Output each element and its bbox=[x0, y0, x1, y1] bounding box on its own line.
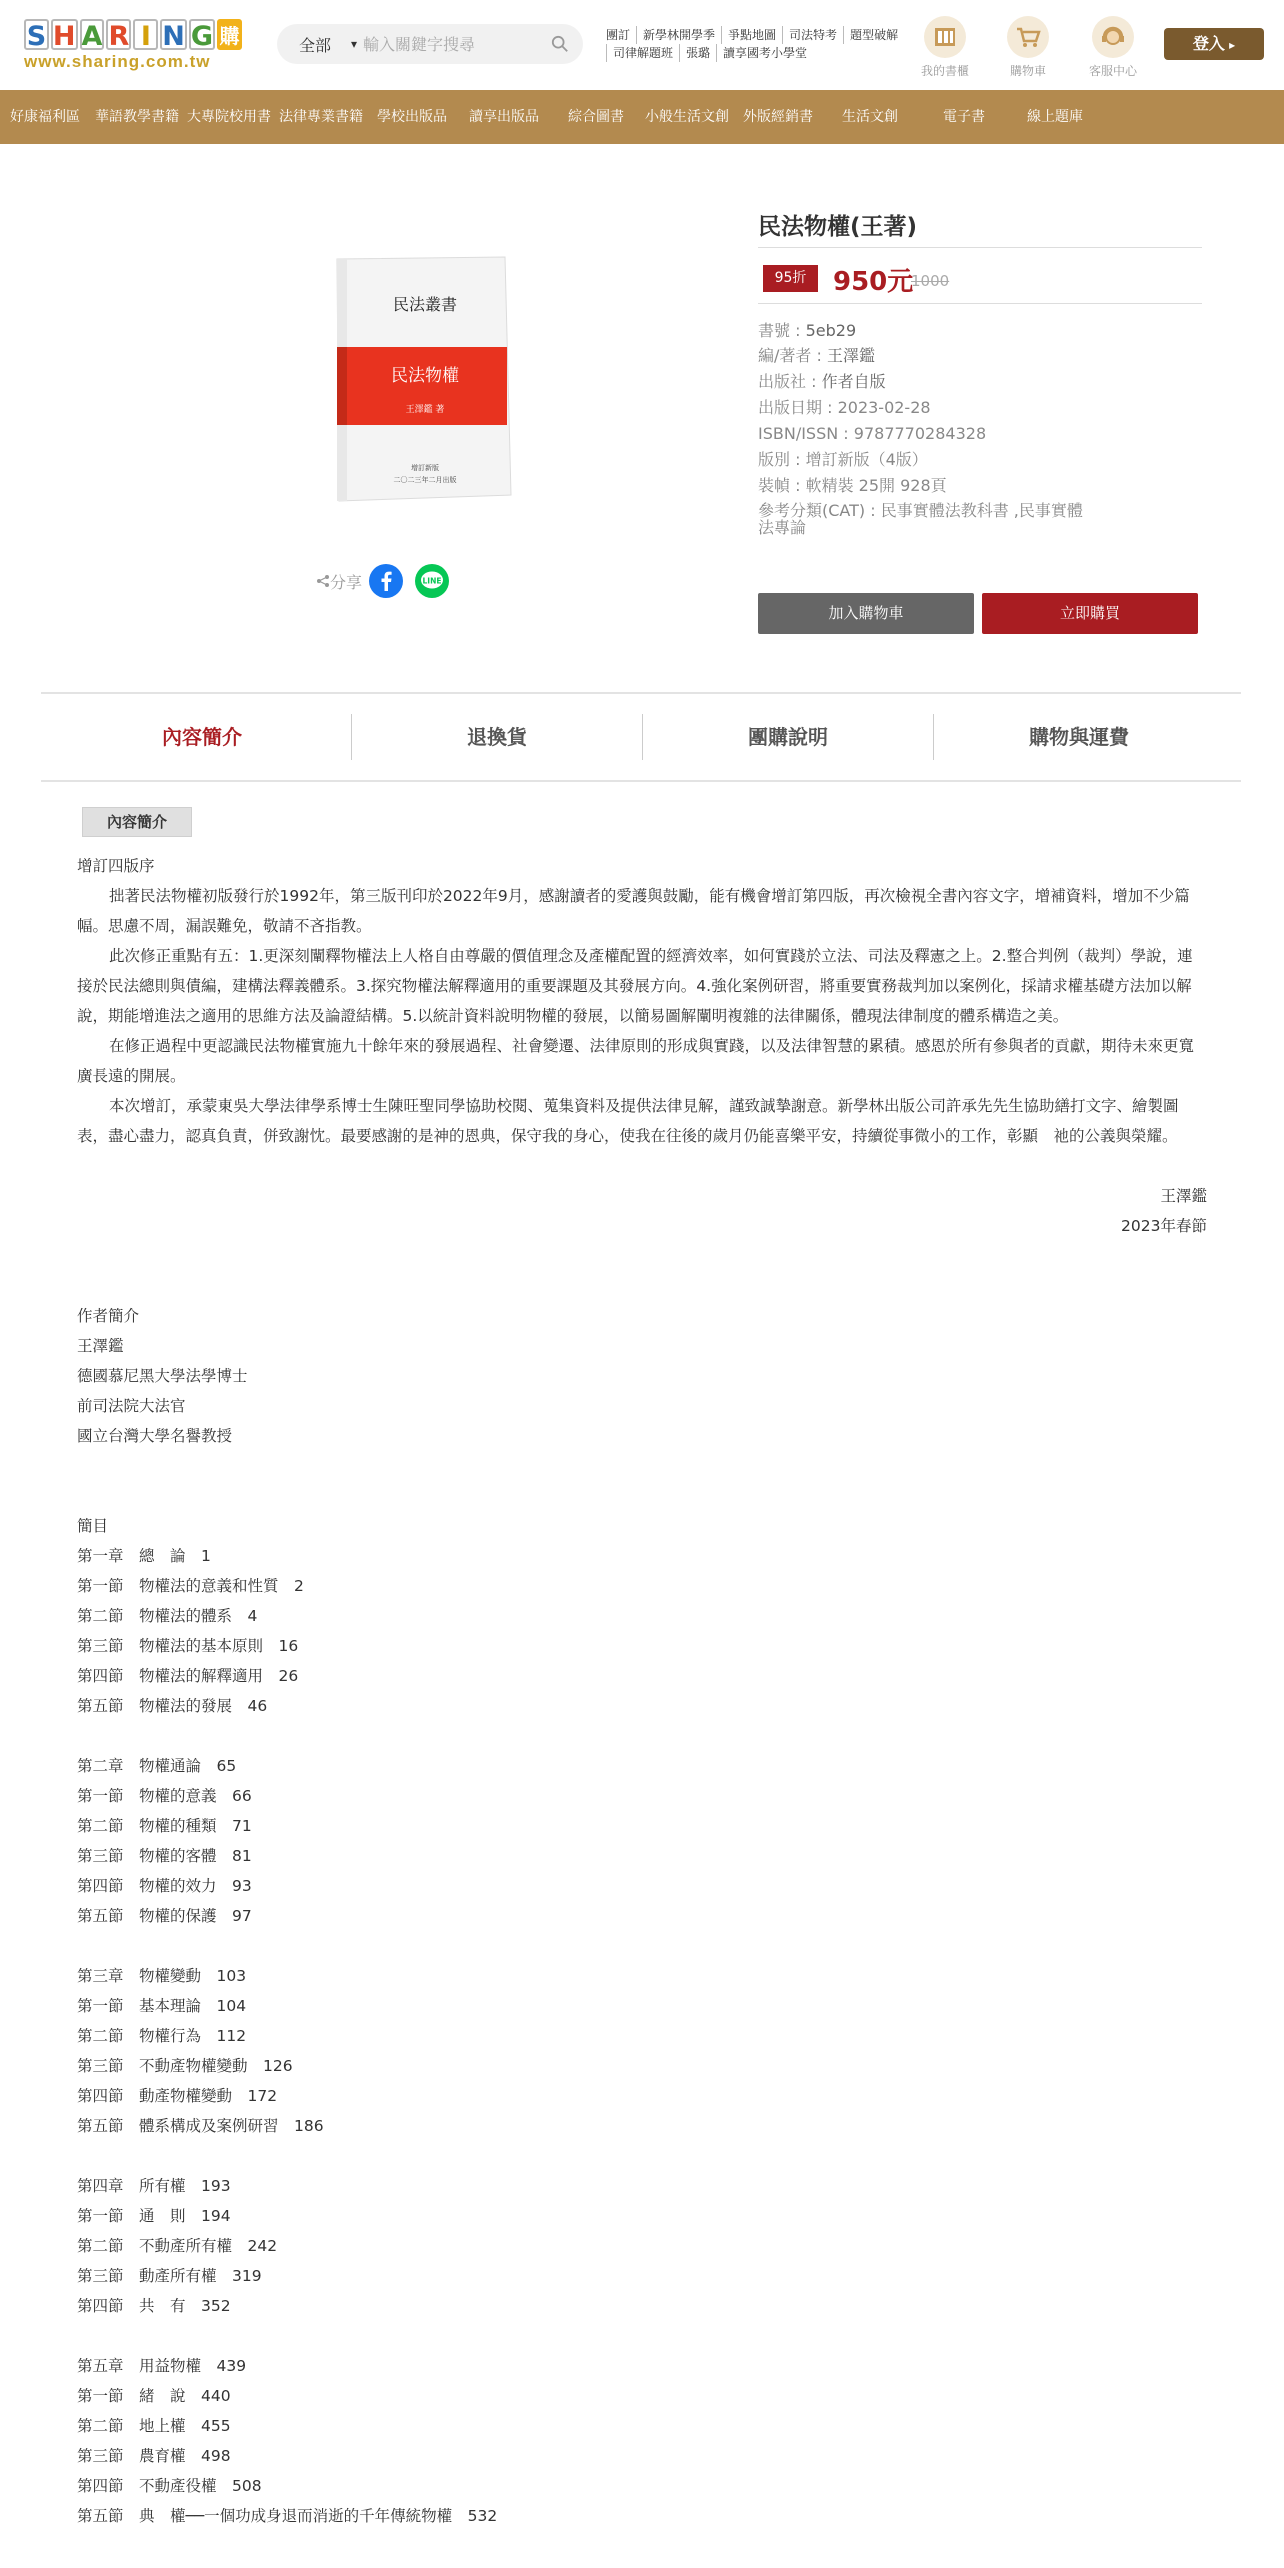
section-label: 內容簡介 bbox=[82, 807, 192, 837]
toc-section: 第三節 物權的客體 81 bbox=[77, 1847, 252, 1865]
toc-section: 第二節 物權行為 112 bbox=[77, 2027, 247, 2045]
nav-item[interactable]: 外版經銷書 bbox=[743, 109, 813, 125]
quick-link[interactable]: 題型破解 bbox=[843, 26, 904, 44]
author-intro-line: 國立台灣大學名譽教授 bbox=[77, 1427, 233, 1445]
toc-section: 第一節 基本理論 104 bbox=[77, 1997, 247, 2015]
quick-link[interactable]: 爭點地圖 bbox=[721, 26, 782, 44]
book-title: 民法物權 bbox=[391, 366, 459, 386]
preface-paragraph: 本次增訂，承蒙東吳大學法律學系博士生陳旺聖同學協助校閱、蒐集資料及提供法律見解，謹致誠摯謝意。新學林出版公司許承先先生協助繕打文字、繪製圖表，盡心盡力，認真負責，併致謝忱。最要感謝的是神的恩典，保守我的身心，使我在往後的歲月仍能喜樂平安，持續從事微小的工作，彰顯 祂的公義與榮耀。 bbox=[77, 1097, 1179, 1145]
toc-section: 第五節 體系構成及案例研習 186 bbox=[77, 2117, 324, 2135]
bookshelf-icon bbox=[924, 16, 966, 58]
nav-item[interactable]: 華語教學書籍 bbox=[95, 109, 179, 125]
nav-item[interactable]: 大專院校用書 bbox=[187, 109, 271, 125]
spacer bbox=[77, 1721, 1207, 1751]
quick-links bbox=[606, 26, 906, 62]
toc-section: 第四節 共 有 352 bbox=[77, 2297, 231, 2315]
buy-now-button[interactable]: 立即購買 bbox=[982, 593, 1198, 634]
nav-item[interactable]: 小般生活文創 bbox=[645, 109, 729, 125]
book-author: 王澤鑑 著 bbox=[405, 405, 445, 415]
spacer bbox=[77, 2321, 1207, 2351]
signature: 王澤鑑 bbox=[1160, 1187, 1207, 1205]
site-logo[interactable] bbox=[24, 18, 244, 70]
nav-item[interactable]: 學校出版品 bbox=[377, 109, 447, 125]
toc-section: 第三節 動產所有權 319 bbox=[77, 2267, 262, 2285]
quick-link[interactable]: 司法特考 bbox=[782, 26, 843, 44]
bookshelf-label: 我的書櫃 bbox=[920, 64, 969, 78]
detail-category: 參考分類(CAT) : 民事實體法教科書 ,民事實體法專論 bbox=[758, 501, 1083, 537]
tab-shipping[interactable]: 購物與運費 bbox=[1029, 725, 1129, 749]
toc-section: 第一節 緒 說 440 bbox=[77, 2387, 231, 2405]
quick-links-row2 bbox=[606, 44, 906, 62]
search-category-select[interactable]: 全部 bbox=[299, 35, 332, 55]
spacer bbox=[77, 1271, 1207, 1301]
search-icon[interactable] bbox=[551, 35, 569, 53]
discount-badge: 95折 bbox=[763, 265, 818, 292]
toc-chapter: 第三章 物權變動 103 bbox=[77, 1967, 247, 1985]
book-cover-image[interactable] bbox=[325, 255, 515, 503]
login-label: 登入 bbox=[1192, 34, 1225, 53]
detail-book-id: 書號 : 5eb29 bbox=[758, 321, 857, 340]
publisher-link[interactable]: 作者自版 bbox=[821, 372, 886, 391]
bookshelf-link[interactable] bbox=[913, 16, 977, 79]
login-button[interactable] bbox=[1164, 28, 1264, 60]
info-tabs bbox=[41, 692, 1241, 782]
table-of-contents bbox=[77, 1541, 1207, 2531]
quick-link[interactable]: 張璐 bbox=[679, 44, 716, 62]
tab-returns[interactable]: 退換貨 bbox=[467, 725, 527, 749]
quick-link[interactable]: 讀享國考小學堂 bbox=[716, 44, 813, 62]
quick-link[interactable]: 新學林開學季 bbox=[636, 26, 721, 44]
original-price: 1000 bbox=[911, 272, 950, 290]
spacer bbox=[77, 1481, 1207, 1511]
signature-date: 2023年春節 bbox=[1121, 1217, 1207, 1235]
nav-item[interactable]: 好康福利區 bbox=[10, 109, 80, 125]
category-link[interactable]: 民事實體法教科書 ,民事實體法專論 bbox=[758, 501, 1083, 537]
facebook-icon[interactable] bbox=[368, 563, 404, 599]
svg-text:LINE: LINE bbox=[422, 576, 442, 586]
toc-chapter: 第四章 所有權 193 bbox=[77, 2177, 231, 2195]
preface-paragraph: 此次修正重點有五：1.更深刻闡釋物權法上人格自由尊嚴的價值理念及產權配置的經濟效率，如何實踐於立法、司法及釋憲之上。2.整合判例（裁判）學說，連接於民法總則與債編，建構法釋義體系。3.探究物權法解釋適用的重要課題及其發展方向。4.強化案例研習，將重要實務裁判加以案例化，採請求權基礎方法加以解說，期能增進法之適用的思維方法及論證結構。5.以統計資料說明物權的發展，以簡易圖解闡明複雜的法律關係，體現法律制度的體系構造之美。 bbox=[77, 947, 1193, 1025]
preface-paragraph: 在修正過程中更認識民法物權實施九十餘年來的發展過程、社會變遷、法律原則的形成與實踐，以及法律智慧的累積。感恩於所有參與者的貢獻，期待未來更寬廣長遠的開展。 bbox=[77, 1037, 1195, 1085]
author-intro-title: 作者簡介 bbox=[77, 1307, 140, 1325]
detail-isbn: ISBN/ISSN : 9787770284328 bbox=[758, 424, 987, 443]
add-to-cart-button[interactable]: 加入購物車 bbox=[758, 593, 974, 634]
site-header bbox=[0, 0, 1284, 90]
share-icon bbox=[316, 574, 330, 588]
nav-item[interactable]: 電子書 bbox=[943, 109, 985, 125]
spacer bbox=[77, 2141, 1207, 2171]
toc-chapter: 第二章 物權通論 65 bbox=[77, 1757, 237, 1775]
toc-section: 第二節 物權的種類 71 bbox=[77, 1817, 252, 1835]
cart-link[interactable] bbox=[996, 16, 1060, 79]
toc-section: 第三節 物權法的基本原則 16 bbox=[77, 1637, 299, 1655]
logo-url: www.sharing.com.tw bbox=[24, 52, 211, 71]
share-bar bbox=[316, 562, 450, 600]
preface-paragraph: 拙著民法物權初版發行於1992年，第三版刊印於2022年9月，感謝讀者的愛護與鼓勵，能有機會增訂第四版，再次檢視全書內容文字，增補資料，增加不少篇幅。思慮不周，漏誤難免，敬請不吝指教。 bbox=[77, 887, 1190, 935]
nav-item[interactable]: 綜合圖書 bbox=[568, 109, 624, 125]
toc-section: 第五節 典 權──一個功成身退而消逝的千年傳統物權 532 bbox=[77, 2507, 498, 2525]
tab-group-buy[interactable]: 團購說明 bbox=[748, 725, 828, 749]
spacer bbox=[77, 1241, 1207, 1271]
toc-section: 第五節 物權的保護 97 bbox=[77, 1907, 252, 1925]
toc-section: 第一節 通 則 194 bbox=[77, 2207, 231, 2225]
author-intro-line: 前司法院大法官 bbox=[77, 1397, 186, 1415]
toc-section: 第二節 地上權 455 bbox=[77, 2417, 231, 2435]
book-series: 民法叢書 bbox=[392, 295, 458, 314]
quick-link[interactable]: 司律解題班 bbox=[606, 44, 679, 62]
search-bar bbox=[277, 24, 583, 64]
divider bbox=[758, 303, 1202, 304]
author-intro-line: 王澤鑑 bbox=[77, 1337, 124, 1355]
author-intro-line: 德國慕尼黑大學法學博士 bbox=[77, 1367, 248, 1385]
toc-section: 第三節 農育權 498 bbox=[77, 2447, 231, 2465]
preface-title: 增訂四版序 bbox=[77, 857, 155, 875]
quick-links-row1 bbox=[606, 26, 906, 44]
author-intro bbox=[77, 1301, 1207, 1451]
share-label: 分享 bbox=[330, 572, 363, 592]
logo-wordmark: S H A R I N G 購 bbox=[24, 18, 244, 50]
description-body bbox=[77, 851, 1207, 2531]
author-link[interactable]: 王澤鑑 bbox=[826, 346, 875, 365]
toc-section: 第二節 不動產所有權 242 bbox=[77, 2237, 278, 2255]
toc-section: 第四節 物權的效力 93 bbox=[77, 1877, 252, 1895]
product-title: 民法物權(王著) bbox=[758, 214, 918, 240]
toc-chapter: 第五章 用益物權 439 bbox=[77, 2357, 247, 2375]
toc-section: 第三節 不動產物權變動 126 bbox=[77, 2057, 293, 2075]
support-label: 客服中心 bbox=[1088, 64, 1137, 78]
toc-title: 簡目 bbox=[77, 1517, 109, 1535]
spacer bbox=[77, 1451, 1207, 1481]
toc-section: 第五節 物權法的發展 46 bbox=[77, 1697, 268, 1715]
caret-right-icon: ▸ bbox=[1224, 38, 1236, 52]
spacer bbox=[77, 1151, 1207, 1181]
toc-section: 第一節 物權法的意義和性質 2 bbox=[77, 1577, 304, 1595]
toc-section: 第四節 動產物權變動 172 bbox=[77, 2087, 278, 2105]
detail-pub-date: 出版日期 : 2023-02-28 bbox=[758, 398, 931, 417]
detail-author: 編/著者 : 王澤鑑 bbox=[758, 346, 875, 365]
spacer bbox=[77, 1931, 1207, 1961]
detail-publisher: 出版社 : 作者自版 bbox=[758, 372, 886, 391]
cart-label: 購物車 bbox=[1009, 64, 1046, 78]
toc-section: 第四節 物權法的解釋適用 26 bbox=[77, 1667, 299, 1685]
quick-link[interactable]: 團訂 bbox=[606, 28, 631, 42]
detail-binding: 裝幀 : 軟精裝 25開 928頁 bbox=[758, 476, 947, 495]
toc-section: 第四節 不動產役權 508 bbox=[77, 2477, 262, 2495]
divider bbox=[758, 247, 1202, 248]
nav-item[interactable]: 生活文創 bbox=[842, 109, 898, 125]
support-link[interactable] bbox=[1081, 16, 1145, 79]
toc-section: 第二節 物權法的體系 4 bbox=[77, 1607, 258, 1625]
search-input[interactable] bbox=[363, 35, 553, 54]
support-icon bbox=[1092, 16, 1134, 58]
toc-section: 第一節 物權的意義 66 bbox=[77, 1787, 252, 1805]
nav-item[interactable]: 讀享出版品 bbox=[469, 109, 539, 125]
sale-price: 950元 bbox=[833, 267, 914, 297]
line-icon[interactable] bbox=[414, 563, 450, 599]
toc-chapter: 第一章 總 論 1 bbox=[77, 1547, 211, 1565]
book-edition: 增訂新版 bbox=[411, 464, 439, 472]
nav-item[interactable]: 線上題庫 bbox=[1027, 109, 1083, 125]
category-nav bbox=[0, 90, 1284, 144]
nav-item[interactable]: 法律專業書籍 bbox=[279, 109, 363, 125]
book-date: 二〇二三年二月出版 bbox=[393, 476, 457, 484]
cart-icon bbox=[1007, 16, 1049, 58]
detail-edition: 版別 : 增訂新版（4版） bbox=[758, 450, 928, 469]
tab-description[interactable]: 內容簡介 bbox=[162, 725, 242, 749]
chevron-down-icon[interactable]: ▾ bbox=[351, 37, 358, 51]
